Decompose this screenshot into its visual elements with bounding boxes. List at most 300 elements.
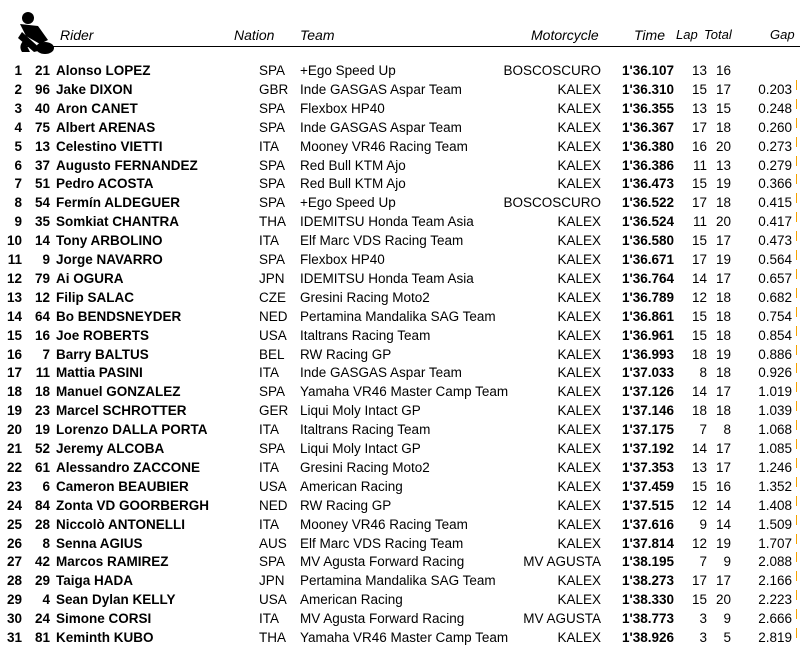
cell-team: Mooney VR46 Racing Team <box>300 516 468 532</box>
cell-nation: ITA <box>259 233 279 249</box>
cell-num: 75 <box>34 119 50 135</box>
cell-gap: 0.260 <box>758 119 792 135</box>
cell-team: MV Agusta Forward Racing <box>300 554 465 570</box>
cell-moto: KALEX <box>557 138 601 154</box>
cell-pos: 20 <box>6 422 22 438</box>
cell-nation: ITA <box>259 138 279 154</box>
cell-moto: KALEX <box>557 422 601 438</box>
cell-nation: SPA <box>259 554 286 570</box>
table-row <box>0 401 800 420</box>
table-row <box>0 590 800 609</box>
cell-team: Liqui Moly Intact GP <box>300 441 421 456</box>
cell-pos: 25 <box>6 516 22 532</box>
cell-lap: 7 <box>699 422 707 438</box>
cell-time: 1'38.273 <box>622 573 675 589</box>
cell-pos: 26 <box>6 535 22 551</box>
header-total: Total <box>704 27 732 42</box>
cell-time: 1'36.671 <box>622 252 675 267</box>
cell-lap: 17 <box>691 573 707 589</box>
cell-lap: 8 <box>699 365 707 381</box>
gap-marker <box>796 590 800 600</box>
cell-gap: 0.754 <box>758 308 792 324</box>
cell-nation: SPA <box>259 195 286 211</box>
cell-nation: GER <box>259 403 289 419</box>
gap-marker <box>796 137 800 147</box>
header-team: Team <box>300 27 335 43</box>
cell-moto: BOSCOSCURO <box>503 63 601 78</box>
cell-team: Red Bull KTM Ajo <box>300 157 406 173</box>
gap-marker <box>796 363 800 373</box>
gap-marker <box>796 609 800 619</box>
cell-num: 51 <box>34 176 50 192</box>
cell-num: 23 <box>34 403 50 419</box>
cell-nation: ITA <box>259 365 279 381</box>
cell-num: 7 <box>42 346 50 362</box>
cell-gap: 1.246 <box>758 459 792 475</box>
header-gap: Gap <box>770 27 795 42</box>
cell-time: 1'37.616 <box>622 516 675 532</box>
cell-nation: SPA <box>259 441 286 456</box>
cell-rider: Keminth KUBO <box>56 630 154 645</box>
cell-gap: 2.819 <box>758 630 792 645</box>
cell-time: 1'36.367 <box>622 119 675 135</box>
cell-gap: 0.682 <box>758 289 792 305</box>
cell-rider: Jorge NAVARRO <box>56 252 163 267</box>
cell-moto: KALEX <box>557 327 601 343</box>
cell-total: 19 <box>715 535 731 551</box>
gap-marker <box>796 118 800 128</box>
table-row <box>0 326 800 345</box>
cell-pos: 19 <box>6 403 22 419</box>
table-row <box>0 212 800 231</box>
cell-num: 24 <box>34 611 50 627</box>
cell-total: 14 <box>715 497 731 513</box>
cell-nation: USA <box>259 327 287 343</box>
cell-total: 13 <box>715 157 731 173</box>
cell-moto: KALEX <box>557 630 601 645</box>
gap-marker <box>796 80 800 90</box>
gap-marker <box>796 477 800 487</box>
cell-rider: Celestino VIETTI <box>56 138 163 154</box>
table-row <box>0 420 800 439</box>
cell-lap: 13 <box>691 459 707 475</box>
cell-team: Inde GASGAS Aspar Team <box>300 365 462 381</box>
cell-total: 16 <box>715 478 731 494</box>
cell-nation: SPA <box>259 119 286 135</box>
gap-marker <box>796 552 800 562</box>
cell-gap: 1.039 <box>758 403 792 419</box>
cell-lap: 16 <box>691 138 707 154</box>
cell-team: Inde GASGAS Aspar Team <box>300 119 462 135</box>
cell-team: MV Agusta Forward Racing <box>300 611 465 627</box>
cell-team: Red Bull KTM Ajo <box>300 176 406 192</box>
cell-rider: Joe ROBERTS <box>56 327 150 343</box>
cell-team: RW Racing GP <box>300 497 392 513</box>
cell-time: 1'36.524 <box>622 214 675 230</box>
cell-total: 5 <box>723 630 731 645</box>
cell-nation: JPN <box>259 573 285 589</box>
gap-marker <box>796 496 800 506</box>
cell-num: 42 <box>34 554 50 570</box>
cell-total: 18 <box>715 403 731 419</box>
header-nation: Nation <box>234 27 275 43</box>
cell-rider: Aron CANET <box>56 100 138 116</box>
cell-moto: KALEX <box>557 573 601 589</box>
cell-moto: KALEX <box>557 252 601 267</box>
cell-pos: 5 <box>14 138 22 154</box>
cell-moto: KALEX <box>557 459 601 475</box>
cell-total: 18 <box>715 195 731 211</box>
cell-moto: KALEX <box>557 157 601 173</box>
cell-time: 1'36.355 <box>622 100 675 116</box>
cell-lap: 17 <box>691 252 707 267</box>
cell-pos: 28 <box>6 573 22 589</box>
cell-lap: 18 <box>691 403 707 419</box>
cell-gap: 1.707 <box>758 535 792 551</box>
cell-pos: 16 <box>6 346 22 362</box>
cell-time: 1'36.580 <box>622 233 675 249</box>
cell-nation: SPA <box>259 100 286 116</box>
cell-rider: Cameron BEAUBIER <box>56 478 189 494</box>
cell-rider: Augusto FERNANDEZ <box>56 157 198 173</box>
cell-time: 1'36.473 <box>622 176 675 192</box>
cell-lap: 14 <box>691 441 707 456</box>
cell-team: +Ego Speed Up <box>300 63 396 78</box>
cell-nation: GBR <box>259 81 289 97</box>
cell-gap: 1.408 <box>758 497 792 513</box>
table-row <box>0 118 800 137</box>
cell-rider: Manuel GONZALEZ <box>56 384 181 400</box>
gap-marker <box>796 250 800 260</box>
cell-rider: Marcel SCHROTTER <box>56 403 187 419</box>
cell-pos: 7 <box>14 176 22 192</box>
cell-moto: KALEX <box>557 365 601 381</box>
cell-pos: 4 <box>14 119 22 135</box>
cell-nation: CZE <box>259 289 286 305</box>
cell-nation: USA <box>259 592 287 608</box>
cell-rider: Lorenzo DALLA PORTA <box>56 422 208 438</box>
cell-rider: Albert ARENAS <box>56 119 156 135</box>
cell-lap: 3 <box>699 630 707 645</box>
cell-num: 28 <box>34 516 50 532</box>
cell-moto: MV AGUSTA <box>523 554 601 570</box>
cell-nation: SPA <box>259 176 286 192</box>
cell-lap: 15 <box>691 308 707 324</box>
cell-rider: Filip SALAC <box>56 289 134 305</box>
cell-time: 1'36.789 <box>622 289 675 305</box>
table-row <box>0 382 800 401</box>
cell-moto: KALEX <box>557 176 601 192</box>
cell-pos: 12 <box>6 270 22 286</box>
cell-num: 12 <box>34 289 50 305</box>
cell-gap: 0.564 <box>758 252 792 267</box>
cell-moto: KALEX <box>557 308 601 324</box>
cell-time: 1'37.126 <box>622 384 675 400</box>
cell-nation: THA <box>259 630 286 645</box>
table-row <box>0 193 800 212</box>
cell-time: 1'36.380 <box>622 138 675 154</box>
cell-time: 1'37.515 <box>622 497 675 513</box>
gap-marker <box>796 534 800 544</box>
cell-num: 84 <box>34 497 50 513</box>
cell-total: 17 <box>715 441 731 456</box>
table-row <box>0 269 800 288</box>
cell-total: 17 <box>715 270 731 286</box>
cell-lap: 12 <box>691 497 707 513</box>
cell-lap: 14 <box>691 270 707 286</box>
cell-total: 20 <box>715 138 731 154</box>
gap-marker <box>796 515 800 525</box>
cell-gap: 0.886 <box>758 346 792 362</box>
cell-lap: 15 <box>691 478 707 494</box>
cell-pos: 17 <box>6 365 22 381</box>
table-row <box>0 458 800 477</box>
cell-rider: Mattia PASINI <box>56 365 143 381</box>
cell-nation: ITA <box>259 516 279 532</box>
cell-gap: 1.509 <box>758 516 792 532</box>
cell-total: 9 <box>723 611 731 627</box>
gap-marker <box>796 401 800 411</box>
cell-moto: KALEX <box>557 384 601 400</box>
cell-pos: 18 <box>6 384 22 400</box>
cell-num: 29 <box>34 573 50 589</box>
cell-moto: KALEX <box>557 403 601 419</box>
cell-pos: 14 <box>6 308 22 324</box>
cell-rider: Simone CORSI <box>56 611 152 627</box>
cell-gap: 2.088 <box>758 554 792 570</box>
cell-lap: 7 <box>699 554 707 570</box>
cell-rider: Niccolò ANTONELLI <box>56 516 186 532</box>
cell-rider: Taiga HADA <box>56 573 134 589</box>
cell-num: 14 <box>34 233 50 249</box>
cell-time: 1'36.522 <box>622 195 675 211</box>
cell-total: 19 <box>715 176 731 192</box>
gap-marker <box>796 269 800 279</box>
cell-pos: 9 <box>14 214 22 230</box>
table-row <box>0 307 800 326</box>
cell-pos: 3 <box>14 100 22 116</box>
cell-pos: 21 <box>6 441 22 456</box>
cell-moto: BOSCOSCURO <box>503 195 601 211</box>
gap-marker <box>796 174 800 184</box>
table-row <box>0 363 800 382</box>
cell-pos: 30 <box>6 611 22 627</box>
cell-nation: USA <box>259 478 287 494</box>
gap-marker <box>796 628 800 638</box>
cell-pos: 13 <box>6 289 22 305</box>
cell-moto: KALEX <box>557 289 601 305</box>
cell-nation: ITA <box>259 611 279 627</box>
cell-gap: 0.415 <box>758 195 792 211</box>
cell-nation: NED <box>259 308 288 324</box>
cell-lap: 17 <box>691 195 707 211</box>
cell-moto: KALEX <box>557 441 601 456</box>
cell-team: Yamaha VR46 Master Camp Team <box>300 384 509 400</box>
cell-moto: KALEX <box>557 214 601 230</box>
cell-lap: 13 <box>691 63 707 78</box>
cell-total: 15 <box>715 100 731 116</box>
header-rider: Rider <box>60 27 94 43</box>
cell-total: 18 <box>715 308 731 324</box>
gap-marker <box>796 458 800 468</box>
cell-num: 61 <box>34 459 50 475</box>
table-row <box>0 496 800 515</box>
cell-team: Inde GASGAS Aspar Team <box>300 81 462 97</box>
cell-team: Yamaha VR46 Master Camp Team <box>300 630 509 645</box>
cell-nation: ITA <box>259 459 279 475</box>
cell-num: 35 <box>34 214 50 230</box>
cell-time: 1'37.814 <box>622 535 675 551</box>
cell-lap: 11 <box>692 157 707 173</box>
table-row <box>0 250 800 269</box>
cell-team: American Racing <box>300 592 403 608</box>
cell-team: IDEMITSU Honda Team Asia <box>300 270 474 286</box>
cell-pos: 8 <box>14 195 22 211</box>
motorcycle-rider-icon <box>12 10 58 56</box>
cell-num: 79 <box>34 270 50 286</box>
cell-lap: 9 <box>699 516 707 532</box>
cell-gap: 0.248 <box>758 100 792 116</box>
table-row <box>0 534 800 553</box>
cell-moto: KALEX <box>557 497 601 513</box>
cell-total: 17 <box>715 384 731 400</box>
cell-time: 1'37.459 <box>622 478 675 494</box>
cell-num: 9 <box>42 252 50 267</box>
cell-gap: 0.417 <box>758 214 792 230</box>
cell-moto: KALEX <box>557 478 601 494</box>
cell-total: 18 <box>715 289 731 305</box>
cell-pos: 1 <box>14 63 22 78</box>
table-row <box>0 628 800 647</box>
cell-rider: Zonta VD GOORBERGH <box>56 497 210 513</box>
cell-team: Elf Marc VDS Racing Team <box>300 233 464 249</box>
cell-moto: KALEX <box>557 592 601 608</box>
cell-pos: 31 <box>6 630 22 645</box>
header-lap: Lap <box>676 27 698 42</box>
cell-time: 1'36.961 <box>622 327 675 343</box>
cell-rider: Somkiat CHANTRA <box>56 214 180 230</box>
cell-total: 19 <box>715 252 731 267</box>
cell-gap: 0.657 <box>758 270 792 286</box>
table-row <box>0 174 800 193</box>
cell-moto: KALEX <box>557 516 601 532</box>
table-header <box>0 0 800 56</box>
cell-num: 11 <box>35 365 50 381</box>
cell-num: 6 <box>42 478 50 494</box>
cell-team: Gresini Racing Moto2 <box>300 289 430 305</box>
cell-gap: 1.085 <box>758 441 792 456</box>
table-row <box>0 288 800 307</box>
gap-marker <box>796 99 800 109</box>
cell-time: 1'37.353 <box>622 459 675 475</box>
cell-gap: 1.019 <box>758 384 792 400</box>
cell-time: 1'36.107 <box>622 63 675 78</box>
table-row <box>0 439 800 458</box>
cell-total: 18 <box>715 327 731 343</box>
cell-gap: 0.926 <box>758 365 792 381</box>
cell-num: 81 <box>34 630 50 645</box>
gap-marker <box>796 212 800 222</box>
cell-rider: Alonso LOPEZ <box>56 63 151 78</box>
cell-team: Italtrans Racing Team <box>300 327 431 343</box>
cell-team: American Racing <box>300 478 403 494</box>
cell-total: 17 <box>715 459 731 475</box>
cell-team: Italtrans Racing Team <box>300 422 431 438</box>
cell-pos: 27 <box>6 554 22 570</box>
cell-gap: 0.279 <box>758 157 792 173</box>
cell-nation: ITA <box>259 422 279 438</box>
table-row <box>0 80 800 99</box>
cell-pos: 6 <box>14 157 22 173</box>
cell-lap: 15 <box>691 592 707 608</box>
cell-num: 21 <box>34 63 50 78</box>
cell-rider: Alessandro ZACCONE <box>56 459 201 475</box>
cell-time: 1'38.773 <box>622 611 675 627</box>
cell-total: 18 <box>715 119 731 135</box>
cell-team: Mooney VR46 Racing Team <box>300 138 468 154</box>
cell-nation: SPA <box>259 252 286 267</box>
cell-gap: 1.068 <box>758 422 792 438</box>
header-divider <box>22 46 800 47</box>
table-row <box>0 515 800 534</box>
cell-num: 8 <box>42 535 50 551</box>
cell-num: 4 <box>42 592 50 608</box>
cell-moto: KALEX <box>557 346 601 362</box>
cell-lap: 15 <box>691 176 707 192</box>
cell-num: 52 <box>34 441 50 456</box>
cell-rider: Tony ARBOLINO <box>56 233 163 249</box>
gap-marker <box>796 231 800 241</box>
cell-rider: Senna AGIUS <box>56 535 143 551</box>
cell-rider: Ai OGURA <box>56 270 124 286</box>
cell-gap: 0.366 <box>758 176 792 192</box>
cell-moto: KALEX <box>557 119 601 135</box>
cell-moto: MV AGUSTA <box>523 611 601 627</box>
cell-time: 1'38.926 <box>622 630 675 645</box>
cell-lap: 17 <box>691 119 707 135</box>
table-row <box>0 61 800 80</box>
cell-moto: KALEX <box>557 81 601 97</box>
gap-marker <box>796 420 800 430</box>
cell-total: 20 <box>715 592 731 608</box>
cell-nation: THA <box>259 214 286 230</box>
cell-lap: 15 <box>691 327 707 343</box>
cell-total: 14 <box>715 516 731 532</box>
cell-rider: Jake DIXON <box>56 81 133 97</box>
cell-time: 1'37.033 <box>622 365 675 381</box>
cell-time: 1'36.764 <box>622 270 675 286</box>
cell-pos: 29 <box>6 592 22 608</box>
table-row <box>0 99 800 118</box>
cell-team: Elf Marc VDS Racing Team <box>300 535 464 551</box>
cell-lap: 14 <box>691 384 707 400</box>
cell-moto: KALEX <box>557 535 601 551</box>
cell-gap: 0.473 <box>758 233 792 249</box>
cell-total: 17 <box>715 81 731 97</box>
cell-rider: Bo BENDSNEYDER <box>56 308 182 324</box>
cell-lap: 15 <box>691 233 707 249</box>
cell-pos: 24 <box>6 497 22 513</box>
cell-gap: 0.273 <box>758 138 792 154</box>
cell-nation: BEL <box>259 346 285 362</box>
cell-time: 1'36.386 <box>622 157 675 173</box>
cell-nation: JPN <box>259 270 285 286</box>
cell-gap: 1.352 <box>758 478 792 494</box>
gap-marker <box>796 571 800 581</box>
cell-gap: 2.166 <box>758 573 792 589</box>
cell-nation: SPA <box>259 63 286 78</box>
table-row <box>0 137 800 156</box>
